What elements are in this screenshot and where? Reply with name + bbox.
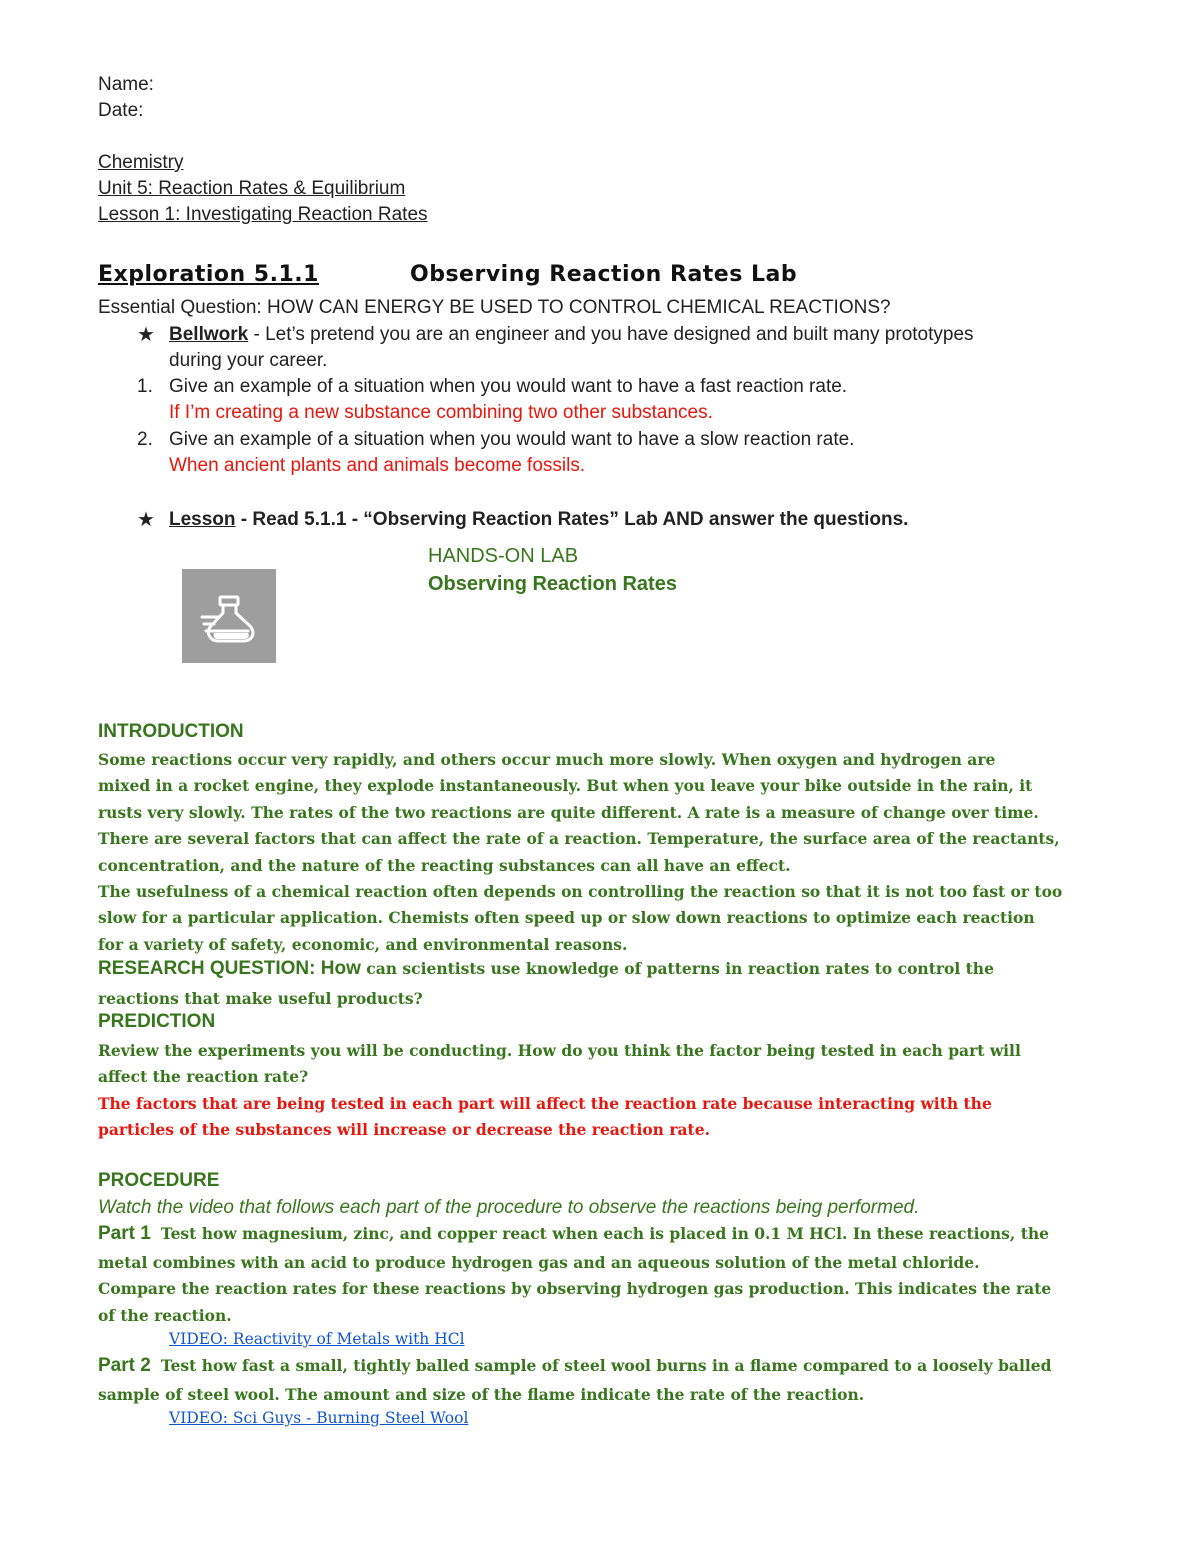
lab-title: Observing Reaction Rates [428, 573, 677, 595]
intro-line: Some reactions occur very rapidly, and others occur much more slowly. When oxygen and hydrogen are [98, 750, 996, 769]
part-1-line: Compare the reaction rates for these reactions by observing hydrogen gas production. This indicates the rate [98, 1279, 1052, 1299]
part-1-text: Test how magnesium, zinc, and copper react when each is placed in 0.1 M HCl. In these reactions, the [160, 1224, 1049, 1243]
lab-kind: HANDS-ON LAB [428, 545, 579, 567]
part-2-text: Test how fast a small, tightly balled sample of steel wool burns in a flame compared to a loosely balled [160, 1356, 1052, 1375]
video-link-metals[interactable]: VIDEO: Reactivity of Metals with HCl [169, 1330, 465, 1348]
date-label: Date: [98, 100, 144, 121]
exploration-title: Observing Reaction Rates Lab [410, 262, 798, 287]
prediction-line: affect the reaction rate? [98, 1067, 309, 1087]
part-2-label: Part 2 [98, 1355, 151, 1376]
procedure-instruction: Watch the video that follows each part of the procedure to observe the reactions being performed. [98, 1197, 920, 1218]
part-2-line: sample of steel wool. The amount and size of the flame indicate the rate of the reaction. [98, 1385, 865, 1404]
bellwork-label: Bellwork [169, 324, 249, 345]
research-heading: RESEARCH QUESTION: [98, 958, 321, 979]
essential-question: Essential Question: HOW CAN ENERGY BE USED TO CONTROL CHEMICAL REACTIONS? [98, 297, 891, 318]
list-number-1: 1. [137, 376, 153, 397]
bellwork-text-cont: during your career. [169, 350, 328, 371]
prediction-line: Review the experiments you will be conducting. How do you think the factor being tested in each part will [98, 1041, 1021, 1060]
part-1-body [98, 1250, 1108, 1329]
star-bullet-icon: ★ [137, 324, 155, 346]
question-2: Give an example of a situation when you would want to have a slow reaction rate. [169, 429, 855, 450]
lesson-label: Lesson [169, 509, 236, 530]
part-2 [98, 1355, 1051, 1377]
prediction-heading: PREDICTION [98, 1011, 216, 1032]
prediction-answer-line: The factors that are being tested in each part will affect the reaction rate because interacting with the [98, 1094, 992, 1113]
name-label: Name: [98, 74, 154, 95]
bellwork-item [169, 322, 974, 348]
research-text-cont: reactions that make useful products? [98, 989, 423, 1008]
unit-title: Unit 5: Reaction Rates & Equilibrium [98, 178, 406, 199]
intro-line: mixed in a rocket engine, they explode instantaneously. But when you leave your bike outside in the rain, it [98, 776, 1033, 796]
part-1-line: metal combines with an acid to produce hydrogen gas and an aqueous solution of the metal chloride. [98, 1253, 980, 1272]
exploration-number: Exploration 5.1.1 [98, 262, 319, 287]
part-1-label: Part 1 [98, 1223, 151, 1244]
part-1 [98, 1223, 1049, 1245]
prediction-answer-line: particles of the substances will increase or decrease the reaction rate. [98, 1120, 710, 1140]
intro-line: rusts very slowly. The rates of the two reactions are quite different. A rate is a measure of change over time. [98, 802, 1039, 822]
introduction-body [98, 747, 1108, 958]
lesson-item [169, 507, 908, 533]
prediction-answer [98, 1091, 1108, 1144]
video-link-steel-wool[interactable]: VIDEO: Sci Guys - Burning Steel Wool [169, 1409, 469, 1427]
research-question [98, 958, 994, 980]
part-1-line: of the reaction. [98, 1305, 232, 1325]
question-1: Give an example of a situation when you would want to have a fast reaction rate. [169, 376, 848, 397]
lesson-title: Lesson 1: Investigating Reaction Rates [98, 204, 428, 225]
procedure-heading: PROCEDURE [98, 1170, 220, 1191]
intro-line: There are several factors that can affect the rate of a reaction. Temperature, the surface area of the reactants, [98, 829, 1060, 849]
introduction-heading: INTRODUCTION [98, 721, 244, 742]
lab-card-text [428, 542, 677, 598]
course-title: Chemistry [98, 152, 184, 173]
star-bullet-icon: ★ [137, 509, 155, 531]
flask-icon [182, 569, 276, 663]
lesson-text: - Read 5.1.1 - “Observing Reaction Rates” Lab AND answer the questions. [235, 509, 909, 530]
answer-1: If I’m creating a new substance combining two other substances. [169, 402, 713, 423]
bellwork-text: - Let’s pretend you are an engineer and you have designed and built many prototypes [248, 324, 974, 345]
list-number-2: 2. [137, 429, 153, 450]
research-text: can scientists use knowledge of patterns in reaction rates to control the [360, 959, 994, 978]
intro-line: The usefulness of a chemical reaction often depends on controlling the reaction so that it is not too fast or too [98, 882, 1063, 902]
intro-line: for a variety of safety, economic, and environmental reasons. [98, 934, 628, 954]
research-lead: How [320, 958, 361, 979]
student-header [98, 72, 428, 228]
intro-line: slow for a particular application. Chemists often speed up or slow down reactions to optimize each reaction [98, 908, 1035, 928]
intro-line: concentration, and the nature of the reacting substances can all have an effect. [98, 855, 791, 875]
answer-2: When ancient plants and animals become fossils. [169, 455, 586, 476]
part-2-body [98, 1382, 1108, 1408]
prediction-prompt [98, 1038, 1108, 1091]
